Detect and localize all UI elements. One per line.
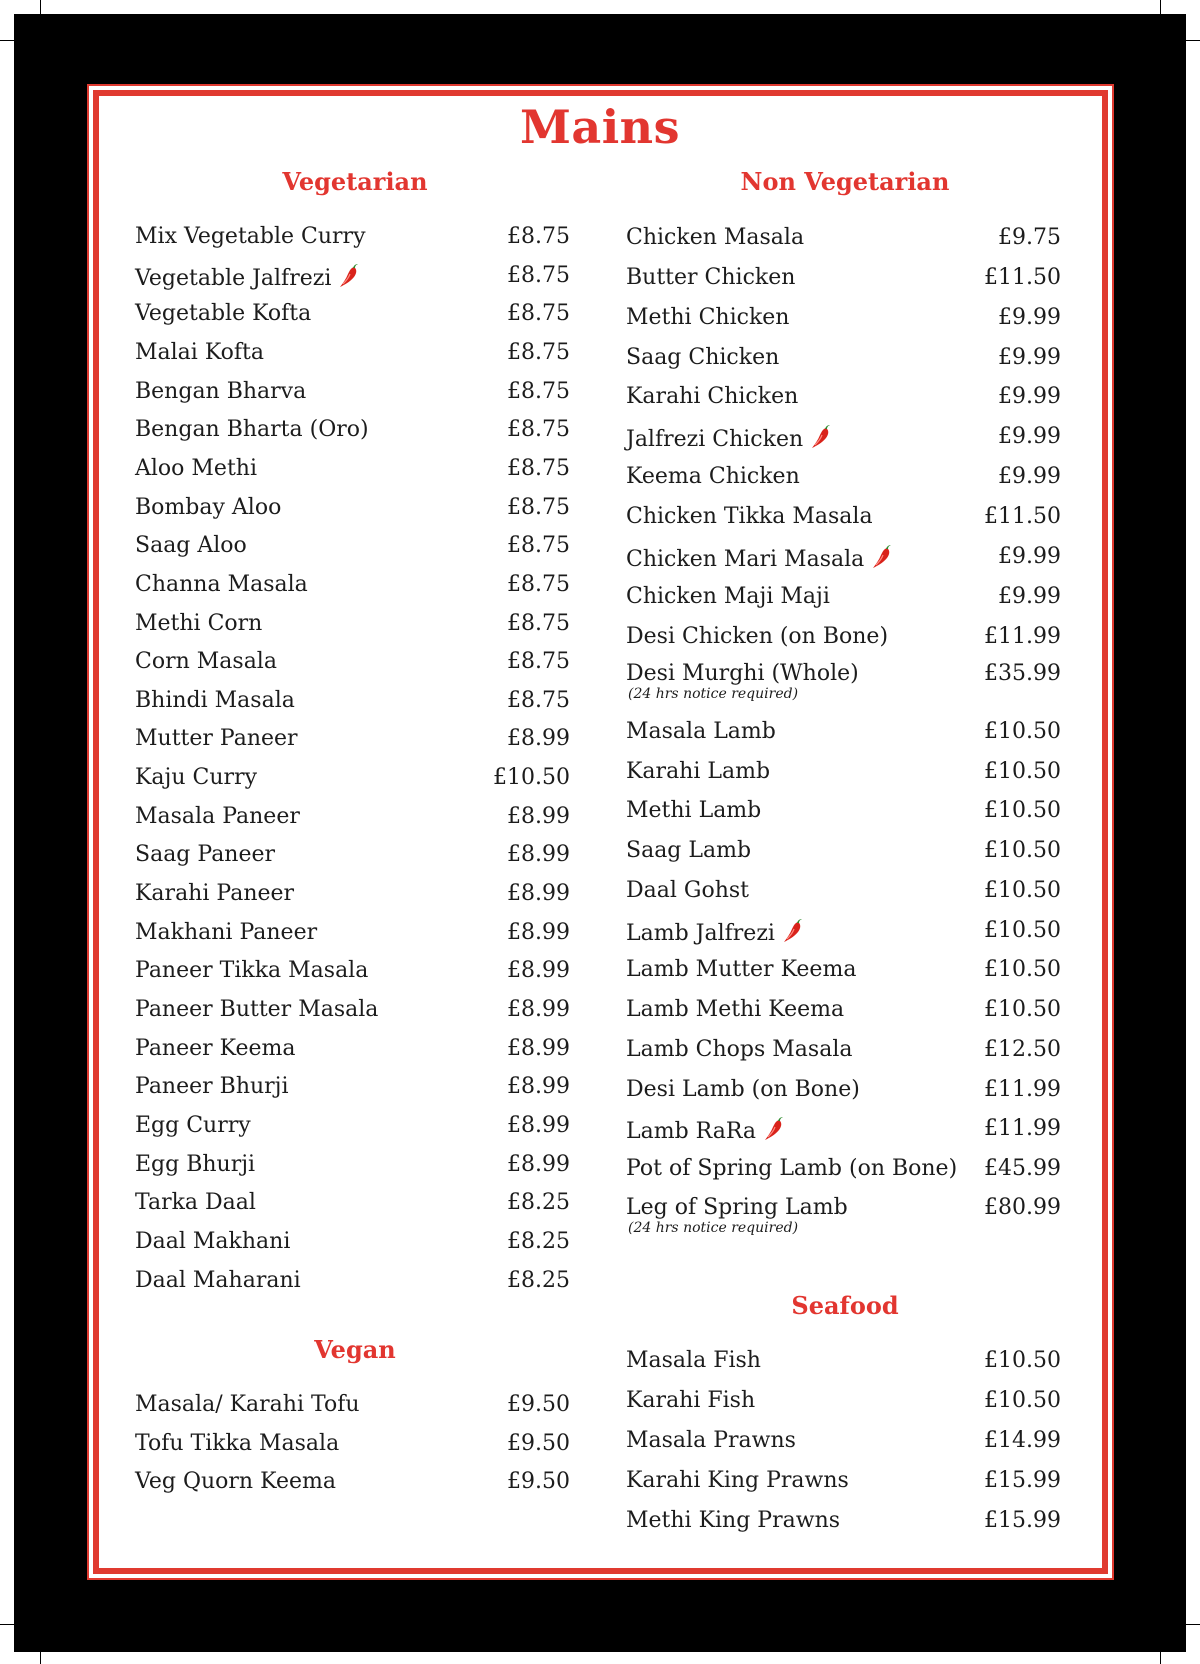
menu-item-price: £8.99 <box>507 842 570 868</box>
menu-item-name: Aloo Methi <box>135 455 257 481</box>
crop-mark <box>1186 1624 1200 1625</box>
menu-item-name: Channa Masala <box>135 571 308 597</box>
menu-item-name: Desi Lamb (on Bone) <box>626 1077 860 1102</box>
menu-item-price: £9.99 <box>998 464 1061 489</box>
menu-item-name: Karahi Paneer <box>135 881 295 907</box>
menu-item-price: £8.99 <box>507 803 570 829</box>
menu-item-name: Methi King Prawns <box>626 1508 841 1533</box>
menu-item-price: £10.50 <box>984 798 1061 823</box>
menu-item-name: Daal Makhani <box>135 1228 291 1254</box>
menu-item-name: Paneer Keema <box>135 1035 296 1061</box>
crop-mark <box>0 1624 14 1625</box>
menu-item-price: £9.99 <box>998 384 1061 409</box>
menu-item-price: £8.75 <box>507 339 570 365</box>
menu-item-name: Butter Chicken <box>626 265 796 290</box>
menu-item-price: £9.50 <box>507 1431 570 1456</box>
chili-icon <box>870 544 894 577</box>
menu-item-name: Mutter Paneer <box>135 726 298 752</box>
menu-item-price: £9.99 <box>998 305 1061 330</box>
menu-item-name: Bengan Bharta (Oro) <box>135 417 369 443</box>
crop-mark <box>1186 40 1200 41</box>
menu-item-name: Methi Lamb <box>626 798 762 823</box>
menu-item-price: £8.75 <box>507 224 570 249</box>
menu-item-price: £8.75 <box>507 494 570 520</box>
menu-item-price: £8.99 <box>507 958 570 984</box>
menu-item-price: £10.50 <box>984 719 1061 744</box>
menu-item-name: Methi Chicken <box>626 305 790 330</box>
menu-item-price: £8.25 <box>507 1267 570 1293</box>
menu-item-price: £12.50 <box>984 1037 1061 1062</box>
menu-item-name: Paneer Butter Masala <box>135 997 379 1022</box>
menu-item-name: Makhani Paneer <box>135 919 318 945</box>
menu-item-price: £9.99 <box>998 544 1061 569</box>
menu-item-name: Chicken Tikka Masala <box>626 504 873 529</box>
menu-item-price: £8.75 <box>507 262 570 288</box>
menu-item-price: £45.99 <box>984 1156 1061 1181</box>
menu-item-price: £9.50 <box>507 1392 570 1417</box>
menu-item-price: £8.25 <box>507 1190 570 1216</box>
crop-mark <box>40 0 41 14</box>
section-heading-vegetarian: Vegetarian <box>282 167 428 196</box>
menu-item-price: £8.99 <box>507 726 570 752</box>
menu-item-price: £8.75 <box>507 417 570 443</box>
crop-mark <box>1160 0 1161 14</box>
menu-item-name: Karahi Fish <box>626 1388 756 1413</box>
menu-item-name: Daal Gohst <box>626 878 750 903</box>
crop-mark <box>0 40 14 41</box>
menu-item-name: Lamb Mutter Keema <box>626 957 857 982</box>
menu-item-price: £8.75 <box>507 533 570 559</box>
menu-item-price: £9.50 <box>507 1469 570 1494</box>
menu-item-name: Kaju Curry <box>135 765 257 791</box>
menu-item-price: £14.99 <box>984 1428 1061 1453</box>
menu-item-name: Egg Bhurji <box>135 1151 256 1177</box>
menu-item-note: (24 hrs notice required) <box>628 686 799 702</box>
menu-item-name: Mix Vegetable Curry <box>135 224 366 249</box>
menu-item-price: £10.50 <box>984 957 1061 982</box>
menu-item-name: Leg of Spring Lamb <box>626 1195 848 1220</box>
menu-item-price: £11.99 <box>984 1077 1061 1102</box>
menu-item-price: £15.99 <box>984 1508 1061 1533</box>
menu-item-name: Pot of Spring Lamb (on Bone) <box>626 1156 958 1181</box>
chili-icon <box>337 263 361 296</box>
menu-item-price: £10.50 <box>984 1388 1061 1413</box>
menu-item-price: £8.75 <box>507 455 570 481</box>
menu-item-name: Karahi King Prawns <box>626 1468 849 1493</box>
menu-item-price: £11.99 <box>984 1116 1061 1141</box>
menu-item-name: Lamb Chops Masala <box>626 1037 853 1062</box>
menu-item-price: £10.50 <box>493 765 570 791</box>
menu-item-name: Tofu Tikka Masala <box>135 1431 340 1456</box>
menu-item-name: Vegetable Jalfrezi <box>135 263 361 296</box>
menu-item-name: Masala Prawns <box>626 1428 796 1453</box>
menu-item-name: Karahi Chicken <box>626 384 799 409</box>
menu-item-price: £8.99 <box>507 1035 570 1061</box>
menu-item-price: £8.99 <box>507 997 570 1022</box>
menu-item-price: £8.75 <box>507 378 570 404</box>
menu-item-price: £8.99 <box>507 919 570 945</box>
menu-item-name: Lamb Jalfrezi <box>626 918 805 951</box>
menu-item-price: £8.99 <box>507 1151 570 1177</box>
page-title: Mains <box>519 100 681 154</box>
menu-item-price: £8.99 <box>507 1112 570 1138</box>
menu-item-price: £10.50 <box>984 878 1061 903</box>
menu-item-price: £8.99 <box>507 1074 570 1100</box>
menu-item-price: £9.99 <box>998 584 1061 609</box>
crop-mark <box>40 1652 41 1664</box>
menu-item-name: Lamb Methi Keema <box>626 997 845 1022</box>
menu-item-price: £80.99 <box>984 1195 1061 1220</box>
menu-item-price: £35.99 <box>984 661 1061 686</box>
menu-item-name: Desi Murghi (Whole) <box>626 661 859 686</box>
menu-item-price: £8.75 <box>507 610 570 636</box>
menu-item-name: Chicken Maji Maji <box>626 584 830 609</box>
menu-item-name: Jalfrezi Chicken <box>626 424 833 457</box>
menu-item-name: Chicken Masala <box>626 225 805 250</box>
menu-item-price: £11.50 <box>984 265 1061 290</box>
menu-item-name: Veg Quorn Keema <box>135 1469 336 1494</box>
menu-item-name: Bombay Aloo <box>135 494 282 520</box>
menu-item-note: (24 hrs notice required) <box>628 1220 799 1236</box>
menu-item-name: Masala Fish <box>626 1348 761 1373</box>
menu-item-price: £8.99 <box>507 881 570 907</box>
menu-item-name: Bhindi Masala <box>135 687 295 713</box>
chili-icon <box>762 1116 786 1149</box>
menu-item-name: Chicken Mari Masala <box>626 544 894 577</box>
menu-item-price: £8.75 <box>507 687 570 713</box>
menu-item-name: Lamb RaRa <box>626 1116 786 1149</box>
crop-mark <box>1160 1652 1161 1664</box>
menu-item-price: £8.25 <box>507 1228 570 1254</box>
menu-item-name: Keema Chicken <box>626 464 800 489</box>
menu-item-price: £8.75 <box>507 301 570 327</box>
menu-item-name: Methi Corn <box>135 610 263 636</box>
menu-item-name: Saag Paneer <box>135 842 276 868</box>
menu-item-price: £10.50 <box>984 918 1061 943</box>
menu-item-price: £9.75 <box>998 225 1061 250</box>
chili-icon <box>809 424 833 457</box>
menu-item-price: £10.50 <box>984 759 1061 784</box>
menu-item-name: Saag Lamb <box>626 838 752 863</box>
menu-item-price: £8.75 <box>507 571 570 597</box>
menu-item-name: Desi Chicken (on Bone) <box>626 624 889 649</box>
menu-item-price: £9.99 <box>998 424 1061 449</box>
menu-item-price: £10.50 <box>984 1348 1061 1373</box>
section-heading-seafood: Seafood <box>791 1291 899 1320</box>
menu-item-price: £10.50 <box>984 997 1061 1022</box>
menu-item-price: £11.50 <box>984 504 1061 529</box>
menu-item-name: Masala Lamb <box>626 719 776 744</box>
menu-item-price: £9.99 <box>998 345 1061 370</box>
chili-icon <box>781 918 805 951</box>
menu-item-name: Bengan Bharva <box>135 378 307 404</box>
menu-item-name: Masala/ Karahi Tofu <box>135 1392 360 1417</box>
menu-item-name: Tarka Daal <box>135 1190 256 1216</box>
menu-item-name: Paneer Bhurji <box>135 1074 289 1100</box>
menu-item-name: Egg Curry <box>135 1112 251 1138</box>
menu-item-name: Karahi Lamb <box>626 759 771 784</box>
menu-item-name: Daal Maharani <box>135 1267 301 1293</box>
menu-item-name: Corn Masala <box>135 649 277 675</box>
menu-item-name: Saag Aloo <box>135 533 247 559</box>
menu-item-price: £15.99 <box>984 1468 1061 1493</box>
menu-item-price: £10.50 <box>984 838 1061 863</box>
menu-item-name: Masala Paneer <box>135 803 300 829</box>
section-heading-vegan: Vegan <box>314 1335 396 1364</box>
menu-item-name: Saag Chicken <box>626 345 780 370</box>
menu-item-name: Paneer Tikka Masala <box>135 958 369 984</box>
menu-item-name: Malai Kofta <box>135 339 265 365</box>
menu-item-price: £8.75 <box>507 649 570 675</box>
menu-item-name: Vegetable Kofta <box>135 301 312 327</box>
section-heading-non-vegetarian: Non Vegetarian <box>740 167 950 196</box>
menu-item-price: £11.99 <box>984 624 1061 649</box>
